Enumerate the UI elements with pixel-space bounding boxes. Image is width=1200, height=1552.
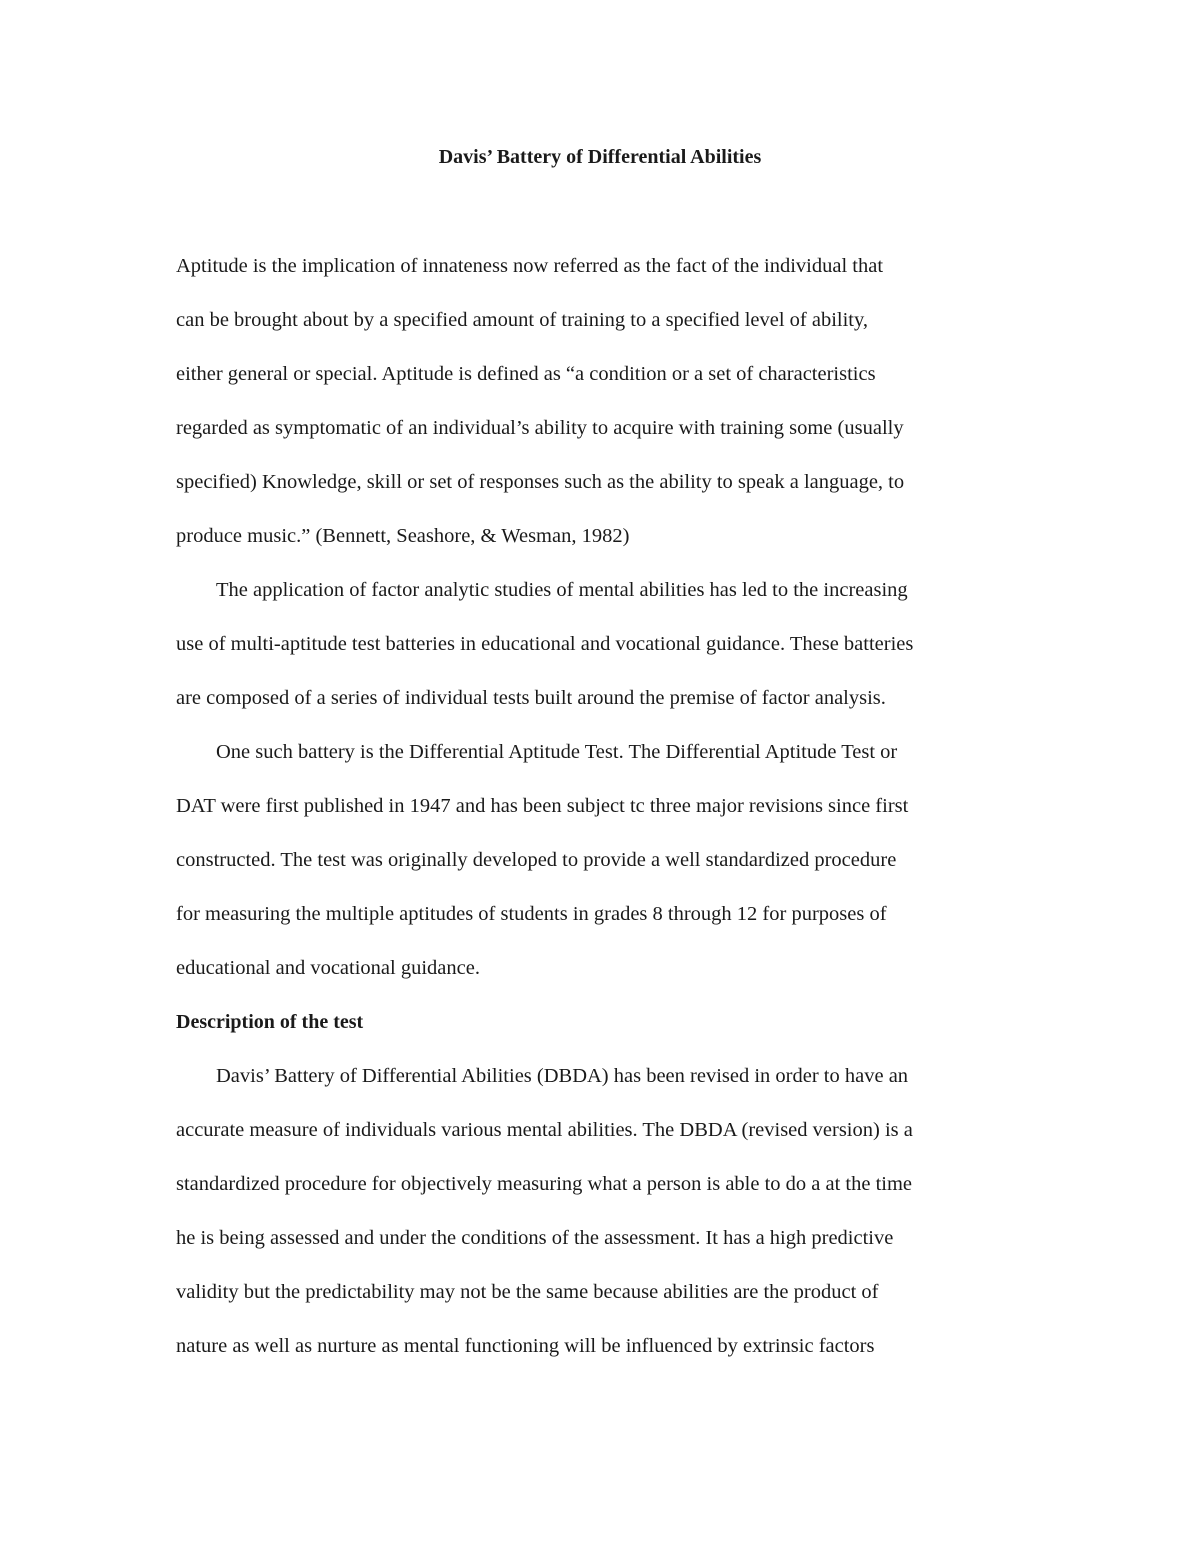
text-line: standardized procedure for objectively measuring what a person is able to do a at the time (176, 1173, 913, 1195)
text-line: nature as well as nurture as mental functioning will be influenced by extrinsic factors (176, 1335, 875, 1357)
text-line: educational and vocational guidance. (176, 957, 480, 979)
text-line: either general or special. Aptitude is defined as “a condition or a set of characteristics (176, 363, 876, 385)
text-line: validity but the predictability may not be the same because abilities are the product of (176, 1281, 879, 1303)
text-line: The application of factor analytic studies of mental abilities has led to the increasing (216, 579, 908, 601)
text-line: for measuring the multiple aptitudes of students in grades 8 through 12 for purposes of (176, 903, 887, 925)
text-line: are composed of a series of individual tests built around the premise of factor analysis. (176, 687, 886, 709)
text-line: constructed. The test was originally developed to provide a well standardized procedure (176, 849, 897, 871)
document-title: Davis’ Battery of Differential Abilities (438, 146, 762, 168)
text-line: Davis’ Battery of Differential Abilities (DBDA) has been revised in order to have an (216, 1065, 909, 1087)
text-line: DAT were first published in 1947 and has been subject tc three major revisions since first (176, 795, 909, 817)
text-line: he is being assessed and under the conditions of the assessment. It has a high predictive (176, 1227, 894, 1249)
text-line: can be brought about by a specified amount of training to a specified level of ability, (176, 309, 869, 331)
text-line: regarded as symptomatic of an individual’s ability to acquire with training some (usually (176, 417, 904, 439)
text-line: specified) Knowledge, skill or set of responses such as the ability to speak a language, to (176, 471, 905, 493)
section-heading: Description of the test (176, 1011, 364, 1033)
text-line: produce music.” (Bennett, Seashore, & Wesman, 1982) (176, 525, 630, 547)
text-line: accurate measure of individuals various mental abilities. The DBDA (revised version) is a (176, 1119, 913, 1141)
text-line: use of multi-aptitude test batteries in educational and vocational guidance. These batteries (176, 633, 914, 655)
text-line: One such battery is the Differential Aptitude Test. The Differential Aptitude Test or (216, 741, 898, 763)
text-line: Aptitude is the implication of innateness now referred as the fact of the individual that (176, 255, 884, 277)
